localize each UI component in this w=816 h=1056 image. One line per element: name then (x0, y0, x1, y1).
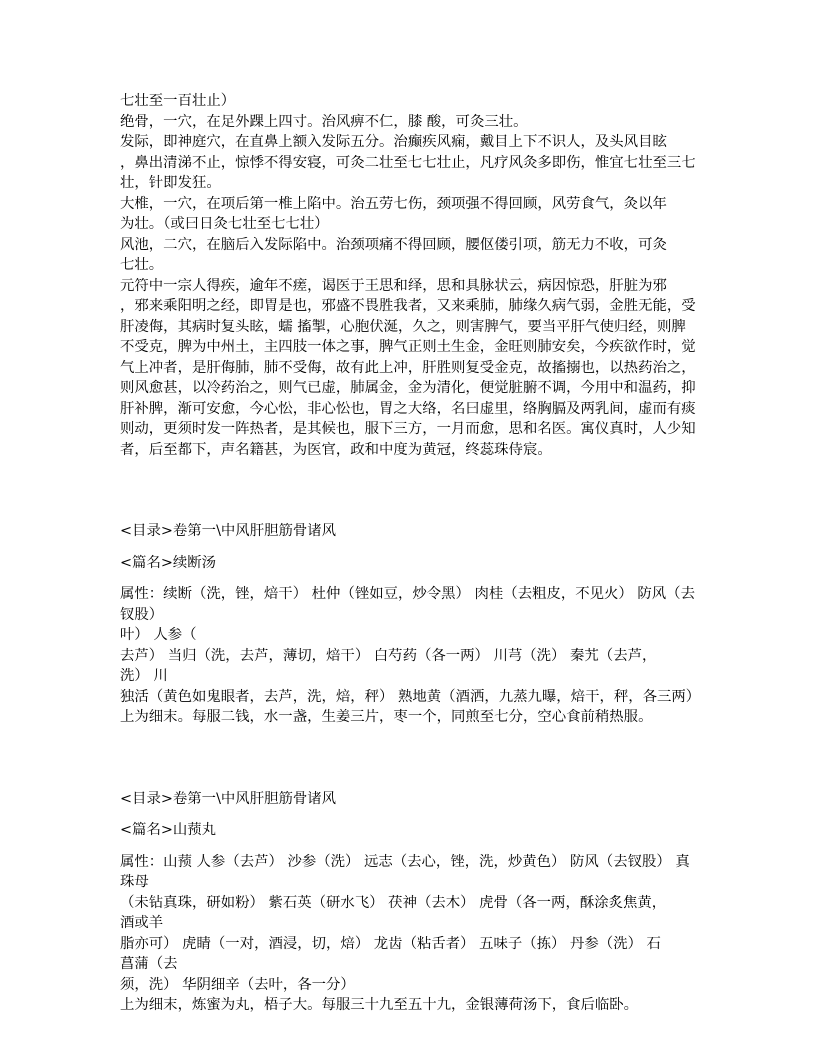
text-line: 菖蒲（去 (120, 956, 178, 972)
text-line: 风池，二穴，在脑后入发际陷中。治颈项痛不得回顾，腰伛偻引项，筋无力不收，可灸 (120, 236, 667, 253)
spacer (120, 809, 695, 820)
text-line: （未钻真珠，研如粉） 紫石英（研水飞） 茯神（去木） 虎骨（各一两，酥涂炙焦黄， (120, 894, 667, 911)
spacer (120, 573, 695, 584)
text-line: 大椎，一穴，在项后第一椎上陷中。治五劳七伤，颈项强不得回顾，风劳食气，灸以年 (120, 195, 667, 212)
section-spacer (120, 460, 695, 521)
text-line: 气上冲者，是肝侮肺，肺不受侮，故有此上冲，肝胜则复受金克，故搐搦也，以热药治之， (120, 359, 696, 376)
text-line: 不受克，脾为中州土，主四肢一体之事，脾气正则土生金，金旺则肺安矣，今疾欲作时，觉 (120, 339, 696, 355)
text-line: 元符中一宗人得疾，逾年不瘥，谒医于王思和绎，思和具脉状云，病因惊恐，肝脏为邪 (120, 277, 667, 294)
text-line: 去芦） 当归（洗，去芦，薄切，焙干） 白芍药（各一两） 川芎（洗） 秦艽（去芦， (120, 647, 657, 664)
text-line: 肝补脾，渐可安愈，今心忪，非心忪也，胃之大络，名曰虚里，络胸膈及两乳间，虚而有痰 (120, 400, 696, 417)
text-line: 发际，即神庭穴，在直鼻上额入发际五分。治癫疾风痫，戴目上下不识人，及头风目眩 (120, 134, 667, 150)
text-line: 者，后至都下，声名籍甚，为医官，政和中度为黄冠，终蕊珠侍宸。 (120, 441, 552, 458)
text-line: 七壮。 (120, 257, 164, 273)
recipe-section-xuduan (120, 521, 701, 728)
text-line: ，鼻出清涕不止，惊悸不得安寝，可灸二壮至七七壮止，凡疗风灸多即伤，惟宜七壮至三七 (120, 154, 696, 171)
text-line: 则风愈甚，以冷药治之，则气已虚，肺属金，金为清化，便觉脏腑不调，今用中和温药，抑 (120, 380, 696, 396)
text-line: 叶） 人参（ (120, 627, 197, 643)
text-line: 为壮。（或曰日灸七壮至七七壮） (120, 216, 329, 232)
section-spacer (120, 728, 695, 789)
text-line: 须，洗） 华阴细辛（去叶，各一分） (120, 976, 355, 993)
text-line: 酒或羊 (120, 915, 164, 931)
toc-heading: <目录>卷第一\中风肝胆筋骨诸风 (120, 523, 337, 539)
spacer (120, 542, 695, 553)
document-page (120, 91, 701, 1016)
text-line: 绝骨，一穴，在足外踝上四寸。治风痹不仁，膝 酸，可灸三壮。 (120, 113, 528, 130)
text-line: 上为细末，炼蜜为丸，梧子大。每服三十九至五十九，金银薄荷汤下，食后临卧。 (120, 997, 639, 1013)
text-line: 脂亦可） 虎睛（一对，酒浸，切，焙） 龙齿（粘舌者） 五味子（拣） 丹参（洗） 石 (120, 935, 661, 952)
text-line: 珠母 (120, 874, 149, 890)
text-line: ，邪来乘阳明之经，即胃是也，邪盛不畏胜我者，又来乘肺，肺缘久病气弱，金胜无能，受 (120, 298, 696, 314)
text-line: 洗） 川 (120, 668, 168, 684)
text-line: 肝凌侮，其病时复头眩，蠕 搐掣，心胞伏涎，久之，则害脾气，要当平肝气使归经，则脾 (120, 318, 686, 335)
recipe-title: <篇名>续断汤 (120, 554, 217, 571)
spacer (120, 841, 695, 852)
text-line: 属性：山蓣 人参（去芦） 沙参（洗） 远志（去心，锉，洗，炒黄色） 防风（去钗股） 真 (120, 853, 690, 870)
text-line: 独活（黄色如鬼眼者，去芦，洗，焙，秤） 熟地黄（酒洒，九蒸九曝，焙干，秤，各三两） (120, 688, 701, 705)
text-line: 壮，针即发狂。 (120, 175, 221, 191)
toc-heading: <目录>卷第一\中风肝胆筋骨诸风 (120, 790, 337, 807)
recipe-section-shanyu (120, 789, 695, 1016)
text-line: 上为细末。每服二钱，水一盏，生姜三片，枣一个，同煎至七分，空心食前稍热服。 (120, 709, 653, 725)
text-line: 钗股） (120, 606, 164, 623)
text-line: 属性：续断（洗，锉，焙干） 杜仲（锉如豆，炒令黑） 肉桂（去粗皮，不见火） 防风（去 (120, 586, 695, 602)
recipe-title: <篇名>山蓣丸 (120, 822, 217, 838)
text-line: 七壮至一百壮止） (120, 93, 236, 109)
text-block-acupoints (120, 91, 695, 460)
text-line: 则动，更须时发一阵热者，是其候也，服下三方，一月而愈，思和名医。寓仪真时，人少知 (120, 421, 696, 437)
